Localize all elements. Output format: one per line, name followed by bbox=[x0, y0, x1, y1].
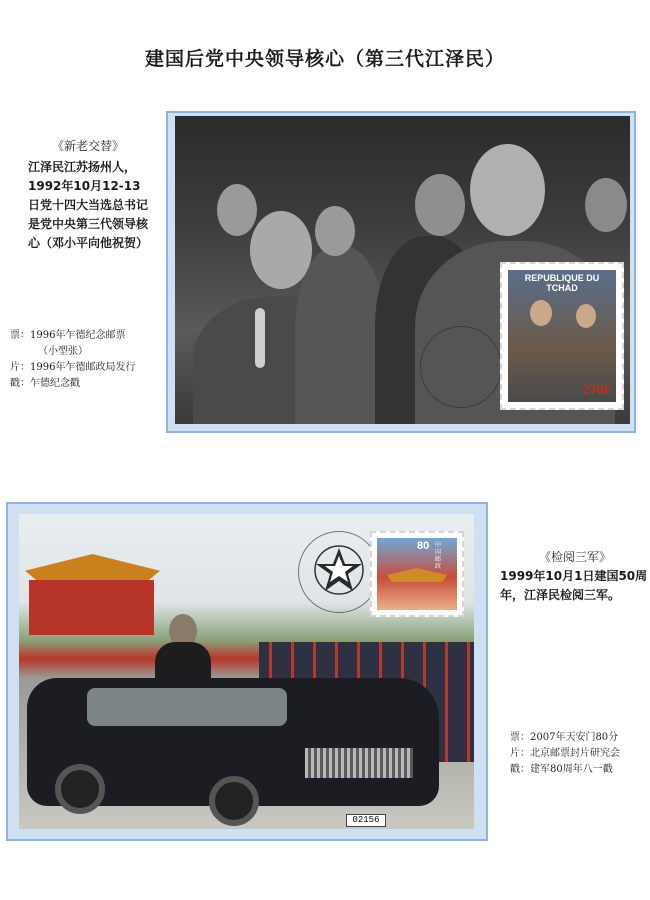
person-figure bbox=[155, 642, 211, 684]
person-head bbox=[576, 304, 596, 328]
note-line: 片：北京邮票封片研究会 bbox=[510, 748, 620, 759]
license-plate: 02156 bbox=[346, 814, 386, 827]
stamp-1-value: 270F bbox=[582, 383, 612, 398]
stamp-2-value: 80 bbox=[417, 540, 430, 552]
note-line: 票：2007年天安门80分 bbox=[510, 732, 619, 743]
note-line: （小型张） bbox=[38, 346, 88, 357]
notes-block-1 bbox=[10, 328, 160, 392]
stamp-1 bbox=[500, 262, 624, 410]
postmark-2 bbox=[298, 531, 380, 613]
postmark-1 bbox=[420, 326, 502, 408]
star-icon bbox=[313, 544, 365, 596]
person-head bbox=[250, 211, 312, 289]
car-window bbox=[87, 688, 287, 726]
person-head bbox=[315, 206, 355, 256]
person-head bbox=[530, 300, 552, 326]
stamp-1-country: REPUBLIQUE DU TCHAD bbox=[524, 273, 600, 293]
person-head bbox=[585, 178, 627, 232]
car-grille bbox=[305, 748, 413, 778]
stamp-2 bbox=[370, 531, 464, 617]
microphone-icon bbox=[255, 308, 265, 368]
person-head bbox=[470, 144, 545, 236]
stamp-2-roof bbox=[387, 568, 447, 582]
person-head bbox=[217, 184, 257, 236]
tiananmen-wall bbox=[29, 580, 154, 635]
stamp-2-label: 中国邮政 bbox=[435, 542, 442, 570]
story-block-1 bbox=[28, 137, 148, 253]
story-block-2 bbox=[500, 548, 650, 605]
person-figure bbox=[295, 246, 385, 424]
story-title-2: 《检阅三军》 bbox=[538, 550, 611, 564]
story-body-2: 1999年10月1日建国50周年，江泽民检阅三军。 bbox=[500, 569, 648, 602]
page-title: 建国后党中央领导核心（第三代江泽民） bbox=[144, 48, 505, 70]
tiananmen-roof bbox=[25, 554, 160, 582]
story-body-1: 江泽民江苏扬州人，1992年10月12-13日党十四大当选总书记是党中央第三代领导核心（邓小平向他祝贺） bbox=[28, 160, 149, 250]
car-wheel bbox=[209, 776, 259, 826]
note-line: 片：1996年乍德邮政局发行 bbox=[10, 362, 136, 373]
story-title-1: 《新老交替》 bbox=[51, 139, 124, 153]
stamp-2-image bbox=[377, 538, 457, 610]
person-head bbox=[415, 174, 465, 236]
note-line: 戳：建军80周年八一戳 bbox=[510, 764, 613, 775]
car-wheel bbox=[55, 764, 105, 814]
note-line: 戳：乍德纪念戳 bbox=[10, 378, 80, 389]
notes-block-2 bbox=[510, 730, 650, 778]
note-line: 票：1996年乍德纪念邮票 bbox=[10, 330, 126, 341]
stamp-1-image bbox=[508, 270, 616, 402]
